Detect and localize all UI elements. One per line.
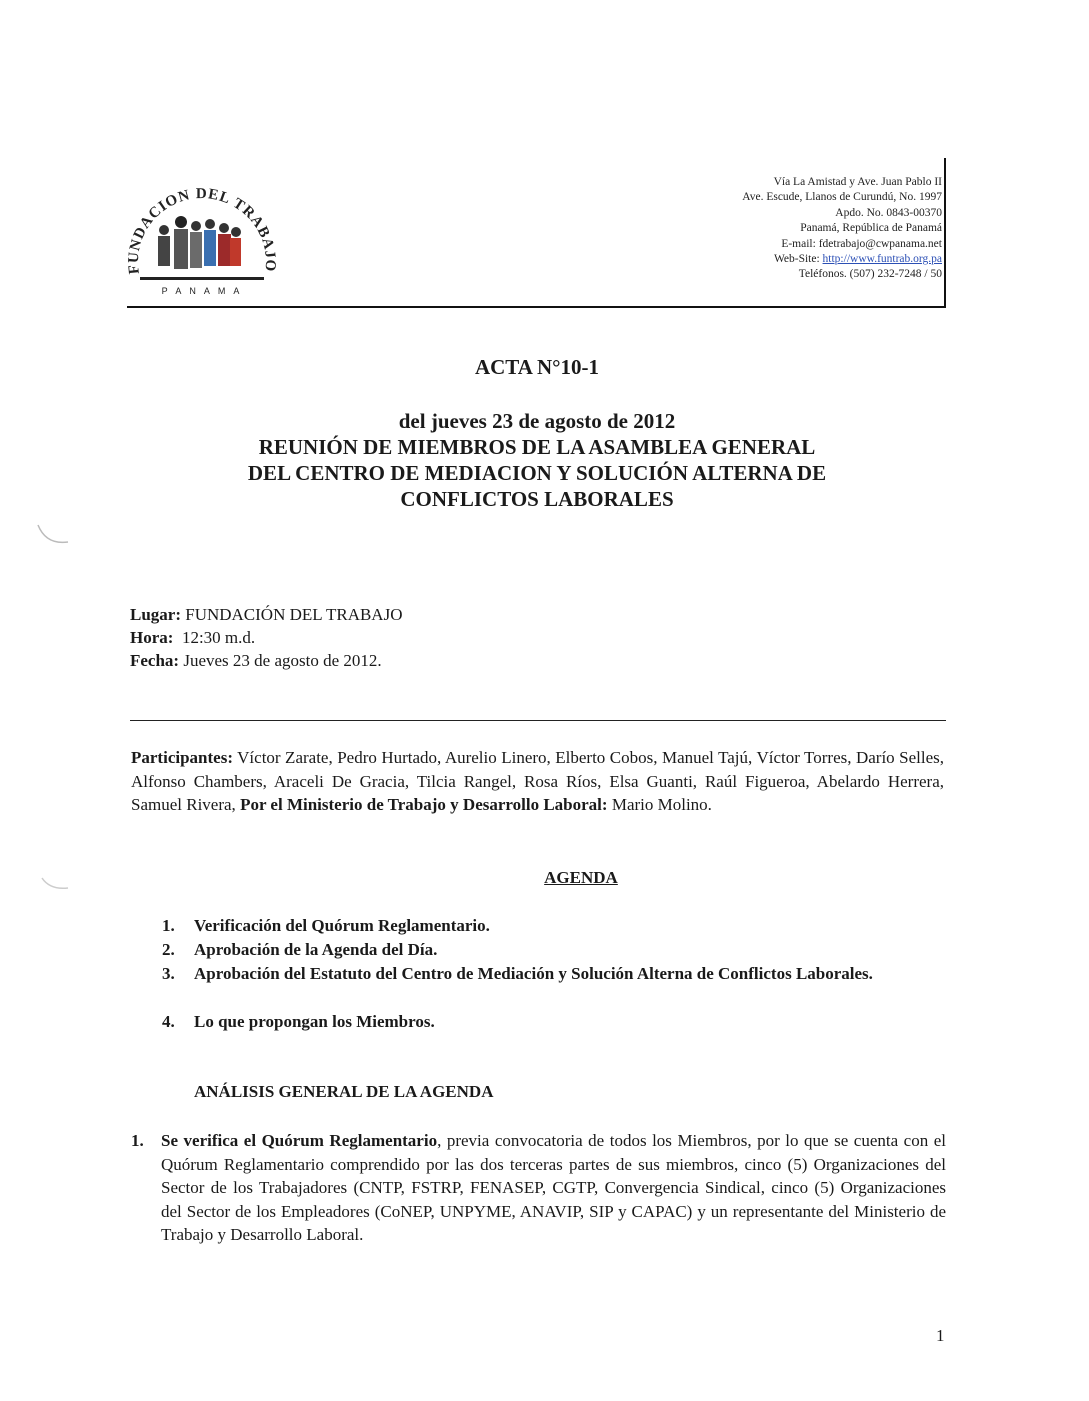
agenda-item <box>162 1010 946 1034</box>
time-label: Hora: <box>130 628 174 647</box>
address-divider <box>944 158 946 308</box>
agenda-item-number: 1. <box>162 916 175 935</box>
punch-hole-mark <box>36 500 72 550</box>
analysis-item-bold: Se verifica el Quórum Reglamentario <box>161 1131 438 1150</box>
email-line: E-mail: fdetrabajo@cwpanama.net <box>781 237 942 250</box>
analysis-item-body: , previa convocatoria de todos los Miembros, por lo que se cuenta con el Quórum Reglamentario comprendido por las dos terceras partes de sus miembros, cinco (5) Organizaciones del Sector de los Trabajadores (CNTP, FSTRP, FENASEP, CGTP, Convergencia Sindical, cinco (5) Organizaciones del Sector de los Empleadores (CoNEP, UNPYME, ANAVIP, SIP y CAPAC) y un representante del Ministerio de Trabajo y Desarrollo Laboral. <box>161 1131 946 1244</box>
address-line-4: Panamá, República de Panamá <box>800 222 942 235</box>
subtitle-line-4: CONFLICTOS LABORALES <box>400 487 674 511</box>
website-line <box>612 252 942 267</box>
agenda-item <box>162 938 946 962</box>
foundation-logo-graphic <box>126 160 276 300</box>
subtitle-line-3: DEL CENTRO DE MEDIACION Y SOLUCIÓN ALTERNA DE <box>247 461 827 485</box>
time-row <box>130 626 402 649</box>
phone-line: Teléfonos. (507) 232-7248 / 50 <box>798 268 942 281</box>
address-line-3: Apdo. No. 0843-00370 <box>835 206 942 219</box>
place-row <box>130 603 402 626</box>
agenda-item <box>162 962 946 1010</box>
address-block <box>612 175 942 283</box>
agenda-item-number: 4. <box>162 1012 175 1031</box>
date-label: Fecha: <box>130 651 180 670</box>
date-row <box>130 649 402 672</box>
meeting-info <box>130 603 402 672</box>
subtitle-line-2: REUNIÓN DE MIEMBROS DE LA ASAMBLEA GENERAL <box>258 435 816 459</box>
website-label: Web-Site: <box>773 253 823 266</box>
analysis-item-number: 1. <box>131 1131 144 1150</box>
ministry-name: Mario Molino. <box>607 795 712 814</box>
logo-arc-text: FUNDACION DEL TRABA <box>126 186 276 275</box>
page-number: 1 <box>936 1326 945 1345</box>
place-value: FUNDACIÓN DEL TRABAJO <box>181 605 403 624</box>
agenda-item-number: 3. <box>162 964 175 983</box>
analysis-item-text <box>161 1129 946 1247</box>
analysis-item <box>131 1129 946 1279</box>
date-value: Jueves 23 de agosto de 2012. <box>179 651 382 670</box>
section-divider <box>130 720 946 721</box>
workers-figures-icon <box>158 216 241 269</box>
participants-names: Víctor Zarate, Pedro Hurtado, Aurelio Linero, Elberto Cobos, Manuel Tajú, Víctor Torres, Darío Selles, Alfonso Chambers, Araceli De Gracia, Tilcia Rangel, Rosa Ríos, Elsa Guanti, Raúl Figueroa, Abelardo Herrera, Samuel Rivera, <box>131 748 944 814</box>
participants-label: Participantes: <box>131 748 233 767</box>
participants-paragraph <box>131 746 944 817</box>
ministry-label: Por el Ministerio de Trabajo y Desarrollo Laboral: <box>240 795 608 814</box>
agenda-item-text: Verificación del Quórum Reglamentario. <box>194 916 490 935</box>
time-value: 12:30 m.d. <box>173 628 256 647</box>
analysis-heading: ANÁLISIS GENERAL DE LA AGENDA <box>194 1082 494 1101</box>
agenda-item-text: Lo que propongan los Miembros. <box>194 1012 435 1031</box>
punch-hole-mark <box>40 870 70 894</box>
header-divider <box>127 306 946 308</box>
agenda-heading: AGENDA <box>544 868 618 887</box>
place-label: Lugar: <box>130 605 181 624</box>
agenda-item <box>162 914 946 938</box>
subtitle-line-1: del jueves 23 de agosto de 2012 <box>398 409 676 433</box>
document-subtitle <box>128 408 946 512</box>
address-line-1: Vía La Amistad y Ave. Juan Pablo II <box>773 176 942 188</box>
agenda-item-number: 2. <box>162 940 175 959</box>
document-title: ACTA N°10-1 <box>474 355 600 379</box>
logo-base-text: P A N A M A <box>161 286 243 296</box>
address-line-2: Ave. Escude, Llanos de Curundú, No. 1997 <box>742 191 942 204</box>
agenda-item-text: Aprobación de la Agenda del Día. <box>194 940 438 959</box>
foundation-logo <box>126 160 276 300</box>
agenda-item-text: Aprobación del Estatuto del Centro de Mediación y Solución Alterna de Conflictos Laborales. <box>194 964 873 983</box>
website-link[interactable]: http://www.funtrab.org.pa <box>822 253 942 266</box>
